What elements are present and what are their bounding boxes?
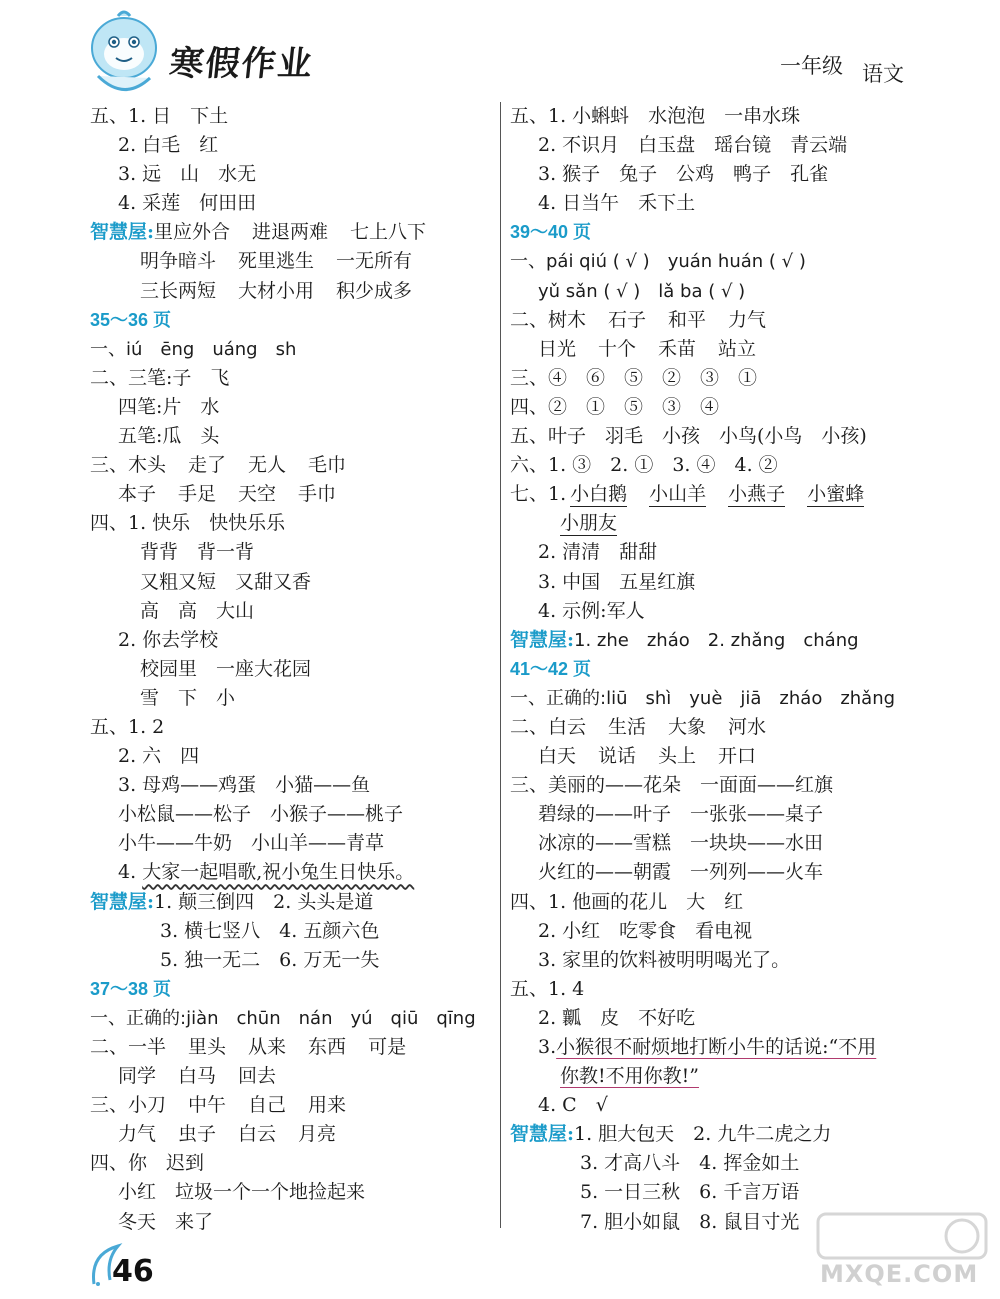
answer-line: 五、1. 小蝌蚪 水泡泡 一串水珠 bbox=[510, 105, 801, 127]
answer-line: 3. 才高八斗 4. 挥金如土 bbox=[580, 1152, 800, 1175]
answer-line bbox=[510, 1062, 910, 1091]
wisdom-house-label: 智慧屋: bbox=[90, 221, 155, 244]
answer-line: 白天 说话 头上 开口 bbox=[538, 745, 757, 768]
answer-line bbox=[510, 509, 910, 538]
left-column bbox=[90, 102, 494, 1237]
section-heading: 39～40 页 bbox=[510, 222, 592, 243]
answer-line: 2. 六 四 bbox=[118, 745, 200, 768]
answer-line: 四、你 迟到 bbox=[90, 1152, 205, 1175]
answer-line: 雪 下 小 bbox=[140, 686, 236, 709]
answer-line: 二、白云 生活 大象 河水 bbox=[510, 715, 767, 738]
answer-line: 3. 家里的饮料被明明喝光了。 bbox=[538, 948, 791, 971]
answer-line: 冬天 来了 bbox=[118, 1210, 214, 1233]
answer-line: 碧绿的——叶子 一张张——桌子 bbox=[538, 803, 824, 826]
answer-line: 2. 清清 甜甜 bbox=[538, 541, 658, 564]
answer-line: 一、iú ēng uáng sh bbox=[90, 338, 297, 360]
answer-line: 3.小猴很不耐烦地打断小牛的话说:“不用 bbox=[538, 1036, 877, 1058]
wisdom-house-label: 智慧屋: bbox=[510, 628, 575, 651]
answer-line: 3. 横七竖八 4. 五颜六色 bbox=[160, 919, 380, 942]
answer-line: 智慧屋:1. zhe zháo 2. zhǎng cháng bbox=[510, 628, 859, 651]
answer-line: 三、④ ⑥ ⑤ ② ③ ① bbox=[510, 366, 758, 389]
answer-line: 5. 一日三秋 6. 千言万语 bbox=[580, 1181, 800, 1204]
answer-line: 3. 远 山 水无 bbox=[118, 163, 257, 186]
answer-line: 四笔:片 水 bbox=[118, 395, 220, 418]
answer-line: 2. 你去学校 bbox=[118, 628, 219, 651]
underlined-answer: 小蜜蜂 bbox=[807, 483, 865, 506]
answer-line: 四、② ① ⑤ ③ ④ bbox=[510, 395, 720, 418]
answer-line: 2. 白毛 红 bbox=[118, 134, 219, 157]
underlined-answer: 小猴很不耐烦地打断小牛的话说:“不用 bbox=[556, 1036, 877, 1058]
wisdom-house-label: 智慧屋: bbox=[90, 890, 155, 913]
page-header bbox=[0, 0, 1000, 100]
answer-line: 4. 大家一起唱歌,祝小兔生日快乐。 bbox=[118, 861, 415, 884]
answer-line: 智慧屋:1. 颠三倒四 2. 头头是道 bbox=[90, 890, 374, 913]
answer-line: 4. 采莲 何田田 bbox=[118, 192, 257, 215]
answer-line: 力气 虫子 白云 月亮 bbox=[118, 1123, 337, 1146]
answer-line: 2. 小红 吃零食 看电视 bbox=[538, 919, 753, 942]
answer-line: 本子 手足 天空 手巾 bbox=[118, 483, 337, 506]
subject-label: 语文 bbox=[862, 62, 904, 86]
right-column bbox=[510, 102, 910, 1237]
answer-line: 火红的——朝霞 一列列——火车 bbox=[538, 861, 824, 884]
answer-line: 校园里 一座大花园 bbox=[140, 657, 312, 680]
underlined-answer: 小朋友 bbox=[560, 512, 618, 535]
answer-line: 五、1. 日 下土 bbox=[90, 105, 229, 127]
answer-line: 冰凉的——雪糕 一块块——水田 bbox=[538, 832, 824, 855]
answer-line: 3. 中国 五星红旗 bbox=[538, 570, 696, 593]
answer-line: 四、1. 快乐 快快乐乐 bbox=[90, 512, 286, 535]
answer-line: 四、1. 他画的花儿 大 红 bbox=[510, 890, 744, 913]
answer-line: 七、1. 小白鹅 小山羊 小燕子 小蜜蜂 bbox=[510, 483, 865, 506]
answer-line: 又粗又短 又甜又香 bbox=[140, 570, 312, 593]
answer-line: 五笔:瓜 头 bbox=[118, 425, 220, 448]
answer-line: 小松鼠——松子 小猴子——桃子 bbox=[118, 803, 404, 826]
answer-line: 一、正确的:jiàn chūn nán yú qiū qīng bbox=[90, 1007, 476, 1029]
column-divider bbox=[500, 102, 501, 1228]
answer-line: 智慧屋:里应外合 进退两难 七上八下 bbox=[90, 221, 427, 244]
underlined-answer: 大家一起唱歌,祝小兔生日快乐。 bbox=[142, 861, 415, 884]
answer-line: 一、pái qiú ( √ ) yuán huán ( √ ) bbox=[510, 251, 806, 273]
answer-line: 背背 背一背 bbox=[140, 541, 255, 564]
answer-line: 六、1. ③ 2. ① 3. ④ 4. ② bbox=[510, 454, 778, 477]
answer-line: 7. 胆小如鼠 8. 鼠目寸光 bbox=[580, 1210, 800, 1233]
dolphin-mascot-icon bbox=[84, 6, 166, 102]
answer-line: 高 高 大山 bbox=[140, 599, 255, 622]
answer-line: 二、树木 石子 和平 力气 bbox=[510, 308, 767, 331]
answer-line: 三长两短 大材小用 积少成多 bbox=[140, 279, 413, 302]
answer-line: 二、一半 里头 从来 东西 可是 bbox=[90, 1036, 407, 1058]
answer-line: 日光 十个 禾苗 站立 bbox=[538, 337, 757, 360]
underlined-answer: 小燕子 bbox=[728, 483, 786, 506]
underlined-answer: 小白鹅 bbox=[570, 483, 628, 506]
answer-line: 4. 日当午 禾下土 bbox=[538, 192, 696, 215]
answer-line: 小牛——牛奶 小山羊——青草 bbox=[118, 832, 385, 855]
answer-line: 5. 独一无二 6. 万无一失 bbox=[160, 948, 380, 971]
grade-label: 一年级 bbox=[780, 54, 843, 78]
answer-line: 3. 猴子 兔子 公鸡 鸭子 孔雀 bbox=[538, 163, 829, 186]
answer-line: 2. 不识月 白玉盘 瑶台镜 青云端 bbox=[538, 134, 848, 157]
answer-line: 同学 白马 回去 bbox=[118, 1065, 277, 1088]
answer-line: 小红 垃圾一个一个地捡起来 bbox=[118, 1181, 366, 1204]
answer-line: 五、叶子 羽毛 小孩 小鸟(小鸟 小孩) bbox=[510, 425, 867, 448]
answer-line: 三、小刀 中午 自己 用来 bbox=[90, 1094, 347, 1117]
underlined-answer: 小山羊 bbox=[649, 483, 707, 506]
answer-line: 3. 母鸡——鸡蛋 小猫——鱼 bbox=[118, 774, 371, 797]
answer-line: 4. C √ bbox=[538, 1094, 608, 1117]
answer-line: 智慧屋:1. 胆大包天 2. 九牛二虎之力 bbox=[510, 1123, 832, 1146]
book-title: 寒假作业 bbox=[167, 44, 316, 84]
answer-line: yǔ sǎn ( √ ) lǎ ba ( √ ) bbox=[538, 280, 746, 302]
underlined-answer: 你教!不用你教!” bbox=[560, 1065, 699, 1088]
answer-line: 一、正确的:liū shì yuè jiā zháo zhǎng bbox=[510, 687, 896, 709]
answer-line: 2. 瓤 皮 不好吃 bbox=[538, 1006, 696, 1029]
section-heading: 35～36 页 bbox=[90, 309, 172, 330]
page-number: 46 bbox=[112, 1254, 154, 1289]
answer-line: 明争暗斗 死里逃生 一无所有 bbox=[140, 250, 413, 273]
answer-line: 三、木头 走了 无人 毛巾 bbox=[90, 454, 347, 477]
wisdom-house-label: 智慧屋: bbox=[510, 1123, 575, 1146]
watermark-site: MXQE.COM bbox=[820, 1260, 979, 1288]
answer-line: 三、美丽的——花朵 一面面——红旗 bbox=[510, 774, 834, 797]
answer-line: 五、1. 4 bbox=[510, 977, 585, 1000]
section-heading: 37～38 页 bbox=[90, 978, 172, 999]
answer-line: 4. 示例:军人 bbox=[538, 599, 645, 622]
answer-line: 二、三笔:子 飞 bbox=[90, 366, 230, 389]
answer-line: 五、1. 2 bbox=[90, 715, 165, 738]
section-heading: 41～42 页 bbox=[510, 658, 592, 679]
